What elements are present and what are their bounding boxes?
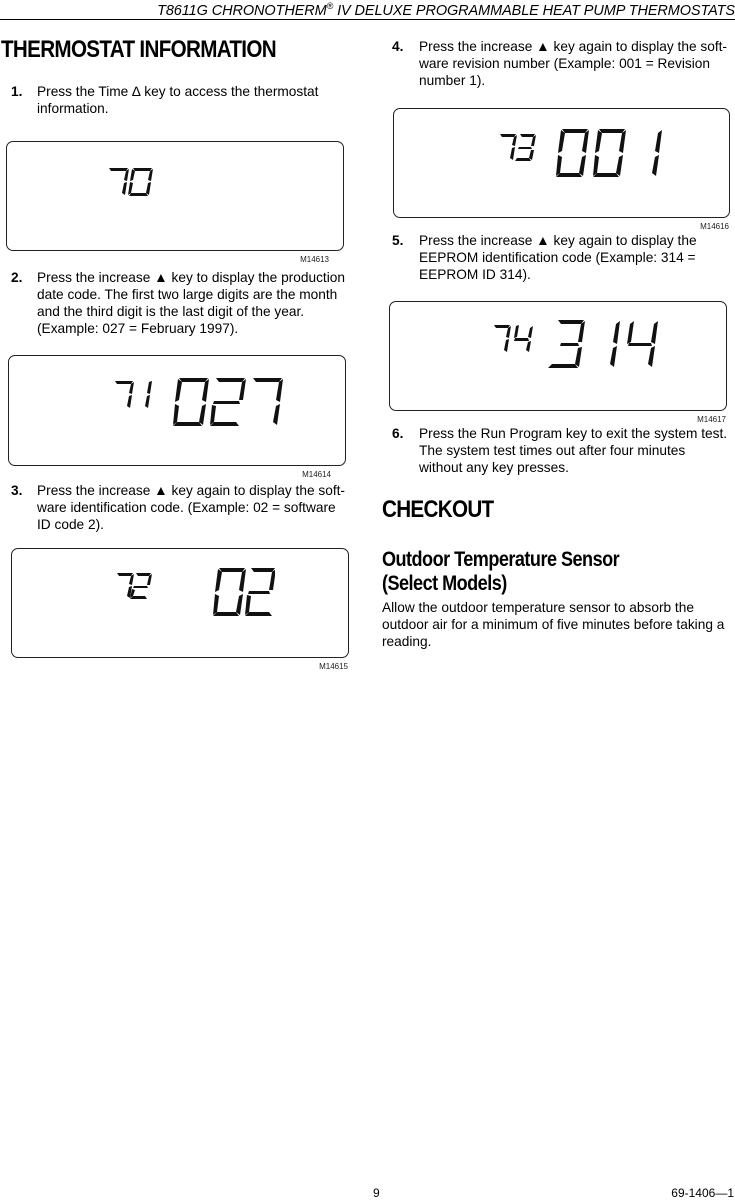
subsection-title-line: (Select Models) <box>382 572 507 595</box>
lcd-small-digits-70 <box>107 166 157 198</box>
header-title-suffix: IV DELUXE PROGRAMMABLE HEAT PUMP THERMOSTATS <box>333 3 735 19</box>
step-text-line: and the third digit is the last digit of the year. <box>37 304 305 319</box>
figure-id: M14614 <box>302 470 331 479</box>
figure-id: M14613 <box>300 255 329 264</box>
lcd-display-figure <box>6 141 344 264</box>
step-number: 2. <box>11 270 23 285</box>
step-text-line: Press the increase ▲ key again to display the soft- <box>37 483 345 498</box>
subsection-title-outdoor-sensor <box>382 548 619 596</box>
lcd-digits-73-001 <box>498 129 668 181</box>
step-text-line: Press the Run Program key to exit the system test. <box>419 426 728 441</box>
step-text-line: Press the Time ∆ key to access the thermostat <box>37 84 319 99</box>
document-number: 69-1406—1 <box>671 1186 734 1200</box>
paragraph-line: outdoor air for a minimum of five minutes before taking a <box>382 617 725 632</box>
lcd-digits-74-314 <box>492 320 662 372</box>
step-2 <box>11 269 361 339</box>
step-5 <box>392 232 735 284</box>
checkout-body-paragraph <box>382 599 724 650</box>
step-number: 1. <box>11 84 23 99</box>
step-text-line: ID code 2). <box>37 517 104 532</box>
header-title-prefix: T8611G CHRONOTHERM <box>157 3 327 19</box>
step-3 <box>11 482 361 534</box>
page-number: 9 <box>373 1186 380 1200</box>
step-text-line: (Example: 027 = February 1997). <box>37 321 239 336</box>
section-title-thermostat-information: THERMOSTAT INFORMATION <box>1 36 276 63</box>
lcd-display-figure <box>11 548 349 671</box>
paragraph-line: Allow the outdoor temperature sensor to absorb the <box>382 600 694 615</box>
registered-mark: ® <box>326 1 334 11</box>
lcd-display-figure <box>8 355 346 479</box>
step-text-line: ware identification code. (Example: 02 = software <box>37 500 336 515</box>
step-text-line: date code. The first two large digits are the month <box>37 287 338 302</box>
subsection-title-line: Outdoor Temperature Sensor <box>382 548 620 571</box>
step-text-line: without any key presses. <box>419 460 569 475</box>
header-divider <box>0 19 735 20</box>
step-4 <box>392 38 735 90</box>
step-number: 3. <box>11 483 23 498</box>
figure-id: M14616 <box>700 222 729 231</box>
lcd-digits-71-027 <box>113 378 283 430</box>
running-header <box>157 1 735 19</box>
step-text-line: EEPROM identification code (Example: 314 = <box>419 250 696 265</box>
step-text-line: The system test times out after four minutes <box>419 443 686 458</box>
step-text-line: number 1). <box>419 73 486 88</box>
step-number: 4. <box>392 39 404 54</box>
lcd-digits-72-02 <box>115 568 275 620</box>
step-text-line: Press the increase ▲ key again to display the soft- <box>419 39 727 54</box>
lcd-display-figure <box>393 108 730 231</box>
step-text-line: information. <box>37 101 109 116</box>
figure-id: M14617 <box>697 415 726 424</box>
step-text-line: Press the increase ▲ key again to display the <box>419 233 697 248</box>
lcd-display-figure <box>389 301 727 424</box>
section-title-checkout: CHECKOUT <box>382 496 494 523</box>
step-text-line: EEPROM ID 314). <box>419 267 531 282</box>
step-text-line: Press the increase ▲ key to display the production <box>37 270 345 285</box>
step-1 <box>11 83 351 123</box>
paragraph-line: reading. <box>382 634 432 649</box>
step-number: 6. <box>392 426 404 441</box>
step-number: 5. <box>392 233 404 248</box>
step-text-line: ware revision number (Example: 001 = Revision <box>419 56 710 71</box>
step-6 <box>392 425 735 477</box>
figure-id: M14615 <box>319 662 348 671</box>
